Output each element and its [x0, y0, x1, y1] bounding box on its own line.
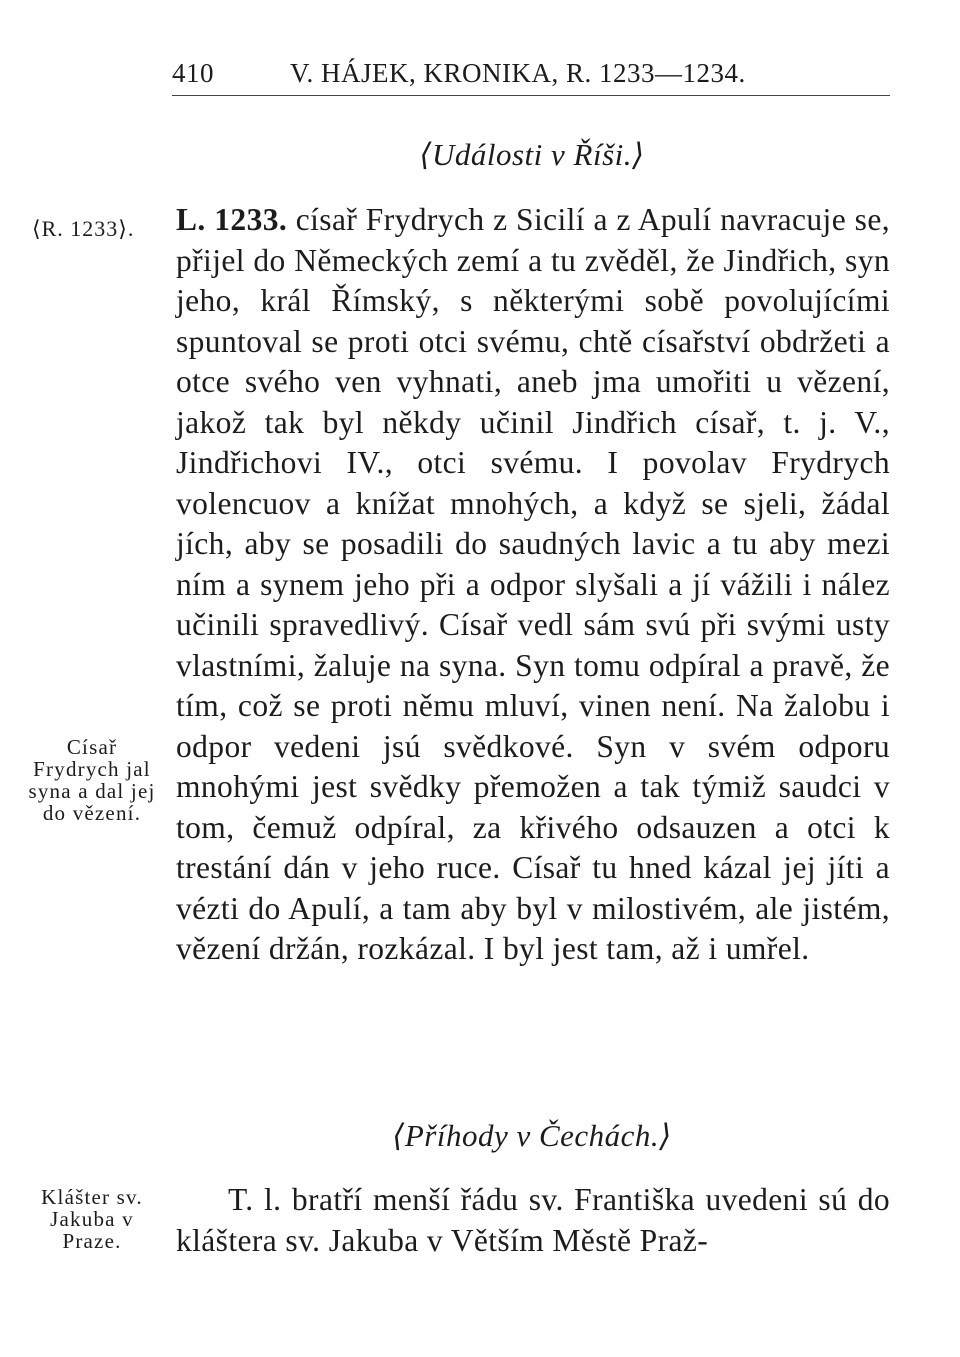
marginal-note: Císař Frydrych jal syna a dal jej do vězení.: [28, 735, 156, 825]
chronicle-entry-text: T. l. bratří menší řádu sv. Františka uvedeni sú do kláštera sv. Jakuba v Větším Městě Praž-: [176, 1182, 890, 1258]
page-number: 410: [172, 58, 214, 88]
entry-year-label: L. 1233.: [176, 202, 288, 237]
margin-year: ⟨R. 1233⟩.: [32, 216, 135, 241]
chronicle-entry-text: [176, 200, 890, 970]
entry-body: císař Frydrych z Sicilí a z Apulí navracuje se, přijel do Německých zemí a tu zvěděl, že Jindřich, syn jeho, král Římský, s některými sobě povolujícími spuntoval se proti otci svému, chtě císařství obdržeti a otce svého ven vyhnati, aneb jma umořiti u vězení, jakož tak byl někdy učinil Jindřich císař, t. j. V., Jindřichovi IV., otci svému. I povolav Frydrych volencuov a knížat mnohých, a když se sjeli, žádal jích, aby se posadili do saudných lavic a tu aby mezi ním a synem jeho při a odpor slyšali a jí vážili i nález učinili spravedlivý. Císař vedl sám svú při svými usty vlastními, žaluje na syna. Syn tomu odpíral a pravě, že tím, což se proti němu mluví, vinen není. Na žalobu i odpor vedeni jsú svědkové. Syn v svém odporu mnohými jest svědky přemožen a tak týmiž saudci v tom, čemuž odpíral, za křivého odsauzen a otci k trestání dán v jeho ruce. Císař tu hned kázal jej jíti a vézti do Apulí, a tam aby byl v milostivém, ale jistém, vězení držán, rozkázal. I byl jest tam, až i umřel.: [176, 202, 890, 966]
section-heading: ⟨Události v Říši.⟩: [419, 137, 645, 172]
section-heading: ⟨Příhody v Čechách.⟩: [392, 1118, 672, 1153]
running-title: V. HÁJEK, KRONIKA, R. 1233—1234.: [290, 58, 746, 88]
header-rule: [172, 95, 890, 96]
marginal-note: Klášter sv. Jakuba v Praze.: [41, 1185, 143, 1253]
